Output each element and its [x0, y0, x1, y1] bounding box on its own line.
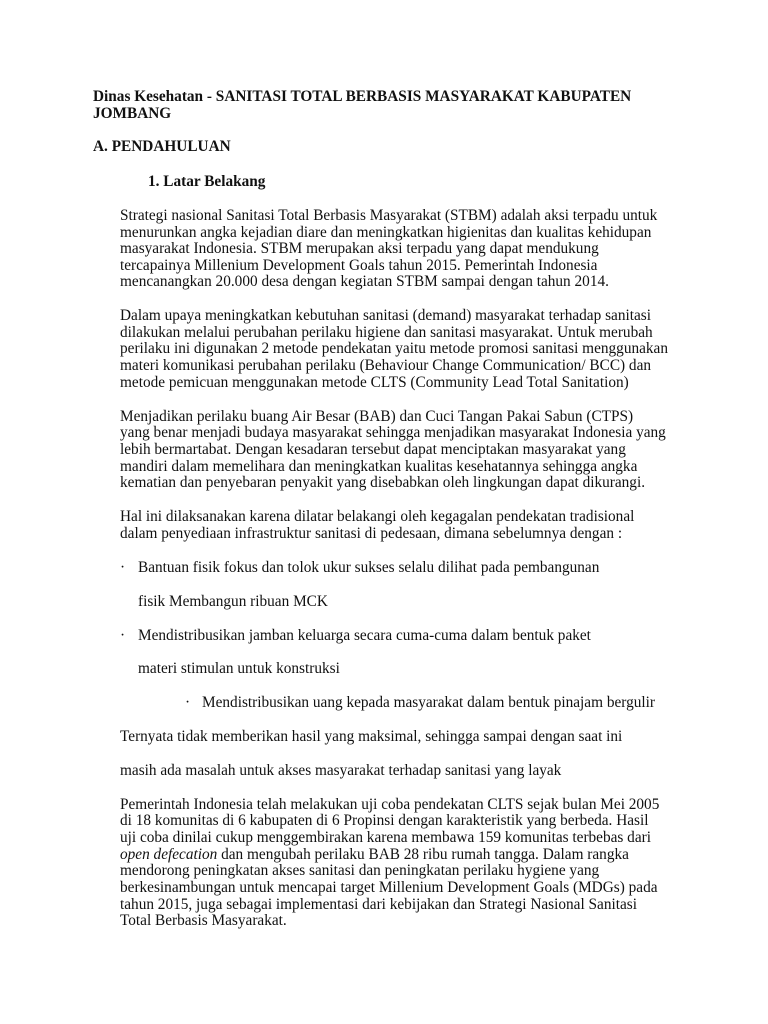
bullet-marker: ·	[120, 559, 126, 576]
paragraph-2-line: metode pemicuan menggunakan metode CLTS (Community Lead Total Sanitation)	[120, 374, 629, 391]
paragraph-4-line: dalam penyediaan infrastruktur sanitasi di pedesaan, dimana sebelumnya dengan :	[120, 525, 623, 542]
paragraph-2-line: materi komunikasi perubahan perilaku (Behaviour Change Communication/ BCC) dan	[120, 357, 652, 374]
paragraph-6-line: tahun 2015, juga sebagai implementasi dari kebijakan dan Strategi Nasional Sanitasi	[120, 896, 637, 913]
paragraph-2-line: dilakukan melalui perubahan perilaku higiene dan sanitasi masyarakat. Untuk merubah	[120, 324, 653, 341]
paragraph-2-line: Dalam upaya meningkatkan kebutuhan sanitasi (demand) masyarakat terhadap sanitasi	[120, 307, 651, 324]
paragraph-3-line: yang benar menjadi budaya masyarakat sehingga menjadikan masyarakat Indonesia yang	[120, 424, 666, 441]
bullet-item-2-continuation: materi stimulan untuk konstruksi	[138, 660, 340, 677]
paragraph-1-line: menurunkan angka kejadian diare dan meningkatkan higienitas dan kualitas kehidupan	[120, 224, 652, 241]
paragraph-5-line: masih ada masalah untuk akses masyarakat terhadap sanitasi yang layak	[120, 762, 562, 779]
paragraph-3-line: kematian dan penyebaran penyakit yang disebabkan oleh lingkungan dapat dikurangi.	[120, 474, 646, 491]
paragraph-2-line: perilaku ini digunakan 2 metode pendekatan yaitu metode promosi sanitasi menggunakan	[120, 340, 668, 357]
paragraph-6-text: dan mengubah perilaku BAB 28 ribu rumah tangga. Dalam rangka	[217, 846, 629, 863]
document-title-line1: Dinas Kesehatan - SANITASI TOTAL BERBASIS MASYARAKAT KABUPATEN	[93, 88, 632, 105]
paragraph-6-line: berkesinambungan untuk mencapai target Millenium Development Goals (MDGs) pada	[120, 879, 658, 896]
paragraph-1-line: masyarakat Indonesia. STBM merupakan aksi terpadu yang dapat mendukung	[120, 240, 599, 257]
bullet-marker: ·	[120, 627, 126, 644]
paragraph-6-line: mendorong peningkatan akses sanitasi dan peningkatan perilaku hygiene yang	[120, 862, 600, 879]
bullet-item-2: Mendistribusikan jamban keluarga secara cuma-cuma dalam bentuk paket	[138, 627, 591, 644]
paragraph-1-line: mencanangkan 20.000 desa dengan kegiatan STBM sampai dengan tahun 2014.	[120, 273, 609, 290]
paragraph-6-line: Pemerintah Indonesia telah melakukan uji coba pendekatan CLTS sejak bulan Mei 2005	[120, 796, 660, 813]
bullet-marker: ·	[185, 694, 191, 711]
italic-phrase: open defecation	[120, 846, 218, 863]
bullet-item-3: Mendistribusikan uang kepada masyarakat dalam bentuk pinajam bergulir	[202, 694, 655, 711]
paragraph-4-line: Hal ini dilaksanakan karena dilatar belakangi oleh kegagalan pendekatan tradisional	[120, 508, 635, 525]
paragraph-1-line: tercapainya Millenium Development Goals tahun 2015. Pemerintah Indonesia	[120, 257, 598, 274]
document-title-line2: JOMBANG	[93, 105, 172, 122]
paragraph-6-line: di 18 komunitas di 6 kabupaten di 6 Propinsi dengan karakteristik yang berbeda. Hasil	[120, 812, 649, 829]
subsection-heading: 1. Latar Belakang	[148, 173, 266, 190]
bullet-item-1: Bantuan fisik fokus dan tolok ukur sukses selalu dilihat pada pembangunan	[138, 559, 600, 576]
paragraph-5-line: Ternyata tidak memberikan hasil yang maksimal, sehingga sampai dengan saat ini	[120, 728, 623, 745]
bullet-item-1-continuation: fisik Membangun ribuan MCK	[138, 593, 328, 610]
paragraph-1-line: Strategi nasional Sanitasi Total Berbasis Masyarakat (STBM) adalah aksi terpadu untuk	[120, 207, 658, 224]
section-heading: A. PENDAHULUAN	[93, 138, 231, 155]
paragraph-6-line: uji coba dinilai cukup menggembirakan karena membawa 159 komunitas terbebas dari	[120, 829, 651, 846]
paragraph-3-line: lebih bermartabat. Dengan kesadaran tersebut dapat menciptakan masyarakat yang	[120, 441, 626, 458]
paragraph-6-line: Total Berbasis Masyarakat.	[120, 912, 287, 929]
paragraph-3-line: mandiri dalam memelihara dan meningkatkan kualitas kesehatannya sehingga angka	[120, 458, 638, 475]
paragraph-3-line: Menjadikan perilaku buang Air Besar (BAB) dan Cuci Tangan Pakai Sabun (CTPS)	[120, 408, 634, 425]
